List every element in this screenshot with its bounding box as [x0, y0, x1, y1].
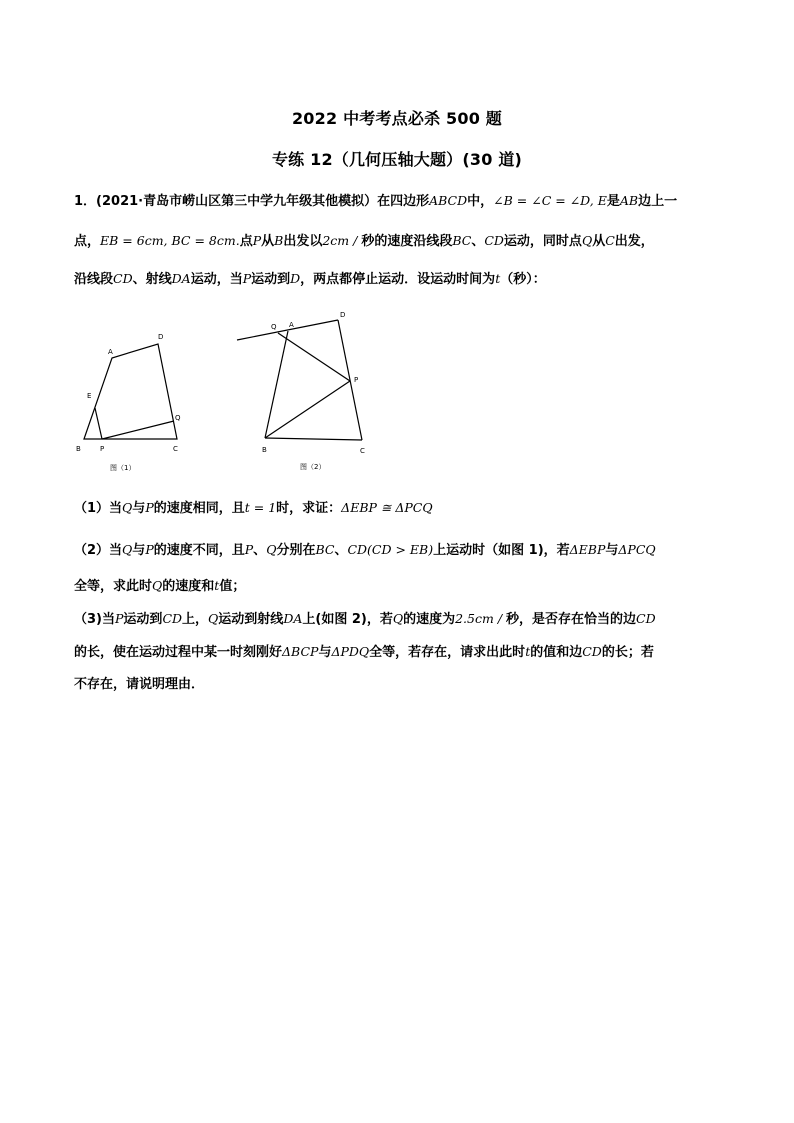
math: EB = 6cm, BC = 8cm.: [100, 233, 240, 248]
text: 全等，若存在，请求出此时: [369, 645, 526, 660]
text: 的速度相同，且: [153, 501, 245, 516]
question-1: [74, 499, 734, 518]
text: 、射线: [132, 272, 172, 287]
text: 全等，求此时: [74, 579, 153, 594]
segment-dc: [338, 320, 362, 440]
question-2-line-1: [74, 541, 734, 560]
math: P: [242, 271, 252, 286]
label-a: A: [289, 321, 294, 329]
math: ABCD: [429, 193, 468, 208]
label-d: D: [158, 333, 164, 341]
math: Q: [208, 611, 219, 626]
ray-da: [237, 320, 338, 340]
math: ΔPCQ: [618, 542, 656, 557]
segment-ba: [265, 331, 288, 438]
label-p: P: [354, 376, 359, 384]
segment-ep: [95, 408, 102, 439]
math: Q: [266, 542, 277, 557]
text: 与: [318, 645, 332, 660]
math: DA: [283, 611, 303, 626]
label-a: A: [108, 348, 113, 356]
math: P: [115, 611, 124, 626]
text: 与: [132, 543, 146, 558]
text: 的值和边: [530, 645, 583, 660]
text: 点，: [74, 234, 101, 249]
text: 的速度不同，且: [153, 543, 245, 558]
math: CD: [636, 611, 656, 626]
question-2-line-2: [74, 577, 734, 596]
text: 分别在: [276, 543, 316, 558]
text: 边上一: [638, 194, 678, 209]
text: 上运动时（如图 1)，若: [433, 543, 570, 558]
text: 的速度和: [162, 579, 215, 594]
problem-line-2: [74, 232, 734, 251]
math: CD: [484, 233, 504, 248]
text: 运动，同时点: [503, 234, 582, 249]
text: 、: [253, 543, 267, 558]
math: Q: [152, 578, 163, 593]
label-q: Q: [175, 414, 181, 422]
text: 上，: [182, 612, 209, 627]
math: CD: [162, 611, 183, 626]
text: 从: [592, 234, 606, 249]
text: 时，求证：: [276, 501, 342, 516]
question-3-line-2: [74, 643, 734, 662]
label-c: C: [360, 447, 365, 455]
text: 运动到: [123, 612, 163, 627]
math: Q: [122, 500, 133, 515]
problem-line-1: [74, 192, 734, 211]
segment-pq: [102, 421, 174, 439]
figure-1-caption: 图（1）: [110, 464, 136, 472]
figure-1: [74, 325, 204, 475]
math: t: [495, 271, 501, 286]
math: CD: [582, 644, 602, 659]
math: ΔEBP ≅ ΔPCQ: [341, 500, 433, 515]
segment-bc: [265, 438, 362, 440]
text: 1．(2021·青岛市崂山区第三中学九年级其他模拟）在四边形: [74, 194, 430, 209]
math: CD: [113, 271, 133, 286]
text: 秒，是否存在恰当的边: [506, 612, 637, 627]
math: P: [244, 542, 254, 557]
math: AB: [619, 193, 639, 208]
math: BC: [452, 233, 472, 248]
question-3-line-3: [74, 676, 734, 694]
text: 、: [334, 543, 348, 558]
math: P: [145, 542, 154, 557]
math: B: [274, 233, 284, 248]
label-b: B: [76, 445, 81, 453]
text: （3)当: [74, 612, 115, 627]
problem-line-3: [74, 270, 734, 289]
text: 、: [471, 234, 485, 249]
text: 是: [606, 194, 620, 209]
text: （秒）：: [500, 272, 546, 287]
text: 出发以: [283, 234, 323, 249]
text: 运动，当: [190, 272, 243, 287]
math: t: [214, 578, 220, 593]
page-subtitle: 专练 12（几何压轴大题）(30 道): [271, 150, 523, 169]
label-p: P: [100, 445, 105, 453]
text: 运动到射线: [218, 612, 284, 627]
math: ΔBCP: [282, 644, 319, 659]
figure-2: [232, 306, 382, 476]
text: 的长；若: [601, 645, 654, 660]
text: 与: [605, 543, 619, 558]
text: 上(如图 2)，若: [302, 612, 393, 627]
math: 2.5cm /: [455, 611, 507, 626]
page-title: 2022 中考考点必杀 500 题: [291, 109, 503, 128]
quadrilateral-abcd: [84, 344, 177, 439]
text: 沿线段: [74, 272, 114, 287]
text: 值；: [219, 579, 246, 594]
math: 2cm /: [322, 233, 362, 248]
figure-2-caption: 图（2）: [300, 463, 326, 471]
math: D: [290, 271, 301, 286]
text: 的速度为: [403, 612, 456, 627]
text: 与: [132, 501, 146, 516]
math: t = 1: [244, 500, 277, 515]
math: Q: [122, 542, 133, 557]
text: 运动到: [251, 272, 291, 287]
math: C: [605, 233, 615, 248]
label-d: D: [340, 311, 346, 319]
text: 从: [261, 234, 275, 249]
segment-bp: [265, 381, 350, 438]
label-e: E: [87, 392, 92, 400]
label-q: Q: [271, 323, 277, 331]
math: Q: [581, 233, 593, 248]
label-b: B: [262, 446, 267, 454]
math: ∠B = ∠C = ∠D, E: [493, 193, 607, 208]
math: P: [145, 500, 154, 515]
text: （2）当: [74, 543, 123, 558]
text: 秒的速度沿线段: [361, 234, 453, 249]
text: 中，: [467, 194, 494, 209]
math: CD(CD > EB): [347, 542, 434, 557]
math: P: [252, 233, 262, 248]
text: 点: [239, 234, 253, 249]
text: 的长，使在运动过程中某一时刻刚好: [74, 645, 283, 660]
label-c: C: [173, 445, 178, 453]
math: t: [525, 644, 531, 659]
text: ，两点都停止运动．设运动时间为: [300, 272, 496, 287]
math: Q: [392, 611, 404, 626]
text: 出发，: [614, 234, 654, 249]
text: 不存在，请说明理由．: [74, 677, 205, 692]
math: DA: [171, 271, 191, 286]
math: BC: [315, 542, 335, 557]
text: （1）当: [74, 501, 123, 516]
math: ΔPDQ: [331, 644, 370, 659]
question-3-line-1: [74, 610, 734, 629]
math: ΔEBP: [569, 542, 606, 557]
segment-pq: [278, 333, 350, 381]
